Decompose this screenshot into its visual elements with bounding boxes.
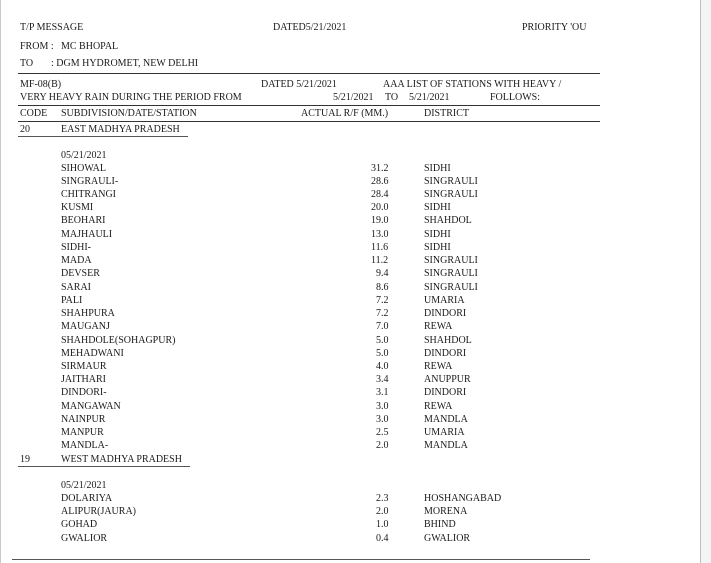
report-date: DATED 5/21/2021	[261, 79, 337, 90]
section-underline	[18, 136, 188, 137]
station-name: MANPUR	[61, 427, 104, 438]
report-ref: MF-08(B)	[20, 79, 62, 90]
subheader-rule	[18, 105, 600, 106]
district-name: SIDHI	[424, 163, 451, 174]
station-name: DINDORI-	[61, 387, 107, 398]
rainfall-value: 0.4	[376, 533, 389, 544]
station-name: PALI	[61, 295, 83, 306]
rainfall-value: 5.0	[376, 335, 389, 346]
district-name: REWA	[424, 321, 453, 332]
district-name: HOSHANGABAD	[424, 493, 502, 504]
district-name: SINGRAULI	[424, 255, 478, 266]
header-rule	[18, 73, 600, 74]
station-name: MAUGANJ	[61, 321, 110, 332]
rainfall-value: 3.4	[376, 374, 389, 385]
station-name: GWALIOR	[61, 533, 108, 544]
rainfall-value: 28.6	[371, 176, 389, 187]
district-name: SINGRAULI	[424, 189, 478, 200]
period-to-label: TO	[385, 92, 399, 103]
district-name: DINDORI	[424, 348, 467, 359]
station-name: MAJHAULI	[61, 229, 113, 240]
station-name: DOLARIYA	[61, 493, 113, 504]
period-from: 5/21/2021	[333, 92, 374, 103]
rainfall-value: 11.2	[371, 255, 389, 266]
from-value: MC BHOPAL	[61, 41, 119, 52]
to-value: : DGM HYDROMET, NEW DELHI	[51, 58, 199, 69]
section-underline	[18, 466, 190, 467]
column-header-code: CODE	[20, 108, 48, 119]
rainfall-value: 19.0	[371, 215, 389, 226]
message-type: T/P MESSAGE	[20, 22, 84, 33]
station-name: MANDLA-	[61, 440, 109, 451]
rainfall-value: 31.2	[371, 163, 389, 174]
rainfall-value: 9.4	[376, 268, 389, 279]
station-name: SHAHPURA	[61, 308, 115, 319]
district-name: REWA	[424, 361, 453, 372]
district-name: DINDORI	[424, 387, 467, 398]
list-title: AAA LIST OF STATIONS WITH HEAVY /	[383, 79, 562, 90]
rainfall-value: 2.0	[376, 440, 389, 451]
column-header-district: DISTRICT	[424, 108, 469, 119]
district-name: SIDHI	[424, 229, 451, 240]
section-name: EAST MADHYA PRADESH	[61, 124, 180, 135]
station-name: NAINPUR	[61, 414, 106, 425]
message-priority: PRIORITY 'OU	[522, 22, 587, 33]
section-code: 19	[20, 454, 30, 465]
footer-rule	[12, 559, 590, 560]
station-name: SHAHDOLE(SOHAGPUR)	[61, 335, 176, 346]
rainfall-value: 2.5	[376, 427, 389, 438]
rainfall-value: 28.4	[371, 189, 389, 200]
station-name: SIRMAUR	[61, 361, 107, 372]
station-name: SIHOWAL	[61, 163, 106, 174]
district-name: UMARIA	[424, 427, 465, 438]
station-name: KUSMI	[61, 202, 94, 213]
district-name: ANUPPUR	[424, 374, 471, 385]
district-name: REWA	[424, 401, 453, 412]
period-description: VERY HEAVY RAIN DURING THE PERIOD FROM	[20, 92, 242, 103]
from-label: FROM :	[20, 41, 54, 52]
station-name: DEVSER	[61, 268, 100, 279]
to-label: TO	[20, 58, 34, 69]
station-name: CHITRANGI	[61, 189, 116, 200]
rainfall-value: 1.0	[376, 519, 389, 530]
rainfall-value: 2.0	[376, 506, 389, 517]
district-name: UMARIA	[424, 295, 465, 306]
rainfall-value: 3.1	[376, 387, 389, 398]
district-name: SINGRAULI	[424, 176, 478, 187]
district-name: SIDHI	[424, 242, 451, 253]
district-name: SINGRAULI	[424, 282, 478, 293]
rainfall-value: 7.2	[376, 308, 389, 319]
rainfall-value: 11.6	[371, 242, 389, 253]
district-name: BHIND	[424, 519, 456, 530]
period-to: 5/21/2021	[409, 92, 450, 103]
rainfall-value: 5.0	[376, 348, 389, 359]
station-name: SIDHI-	[61, 242, 91, 253]
district-name: SHAHDOL	[424, 335, 472, 346]
district-name: DINDORI	[424, 308, 467, 319]
station-name: MANGAWAN	[61, 401, 121, 412]
district-name: MANDLA	[424, 414, 468, 425]
section-date: 05/21/2021	[61, 150, 107, 161]
scroll-gutter[interactable]	[701, 0, 711, 563]
message-date: DATED5/21/2021	[273, 22, 347, 33]
station-name: JAITHARI	[61, 374, 106, 385]
district-name: MORENA	[424, 506, 468, 517]
district-name: MANDLA	[424, 440, 468, 451]
district-name: GWALIOR	[424, 533, 471, 544]
rainfall-value: 2.3	[376, 493, 389, 504]
column-header-rule	[18, 121, 600, 122]
station-name: GOHAD	[61, 519, 98, 530]
section-date: 05/21/2021	[61, 480, 107, 491]
station-name: MEHADWANI	[61, 348, 124, 359]
column-header-rainfall: ACTUAL R/F (MM.)	[301, 108, 389, 119]
page-left-border	[0, 0, 1, 563]
column-header-station: SUBDIVISION/DATE/STATION	[61, 108, 197, 119]
rainfall-value: 20.0	[371, 202, 389, 213]
rainfall-value: 3.0	[376, 401, 389, 412]
station-name: ALIPUR(JAURA)	[61, 506, 136, 517]
station-name: SARAI	[61, 282, 92, 293]
rainfall-value: 3.0	[376, 414, 389, 425]
rainfall-value: 7.2	[376, 295, 389, 306]
section-name: WEST MADHYA PRADESH	[61, 454, 182, 465]
station-name: BEOHARI	[61, 215, 106, 226]
rainfall-value: 7.0	[376, 321, 389, 332]
section-code: 20	[20, 124, 30, 135]
station-name: SINGRAULI-	[61, 176, 119, 187]
rainfall-value: 13.0	[371, 229, 389, 240]
rainfall-value: 4.0	[376, 361, 389, 372]
district-name: SIDHI	[424, 202, 451, 213]
rainfall-value: 8.6	[376, 282, 389, 293]
district-name: SHAHDOL	[424, 215, 472, 226]
follows-label: FOLLOWS:	[490, 92, 540, 103]
district-name: SINGRAULI	[424, 268, 478, 279]
station-name: MADA	[61, 255, 92, 266]
